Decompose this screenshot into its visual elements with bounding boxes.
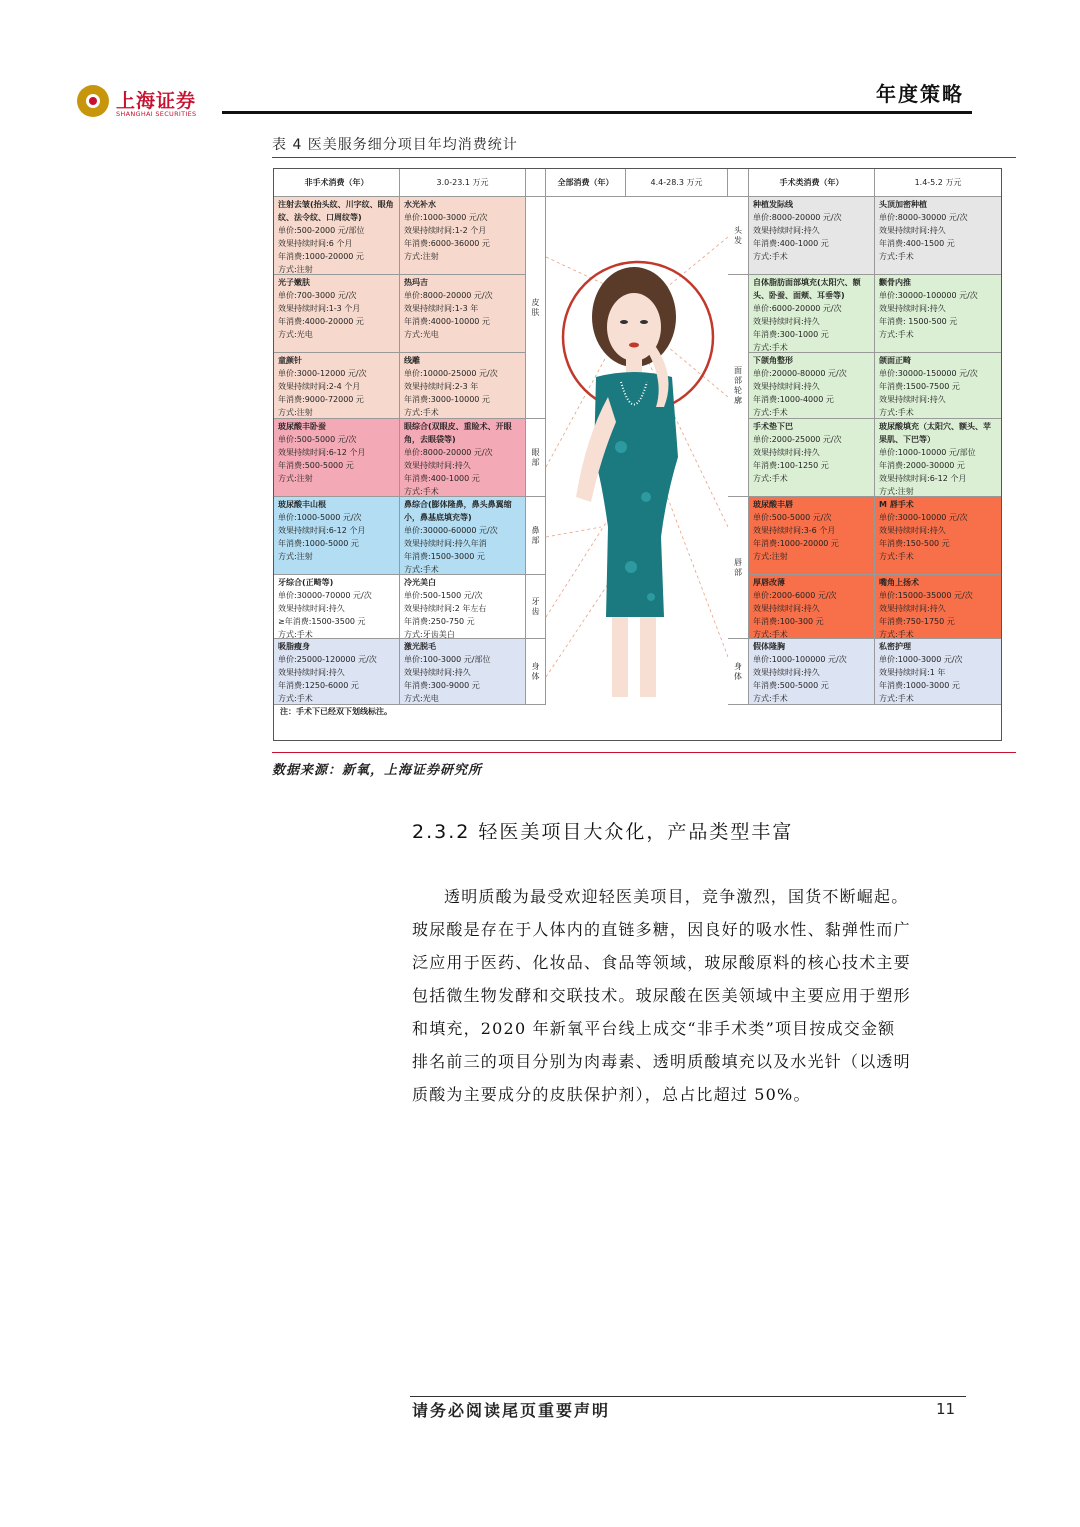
right-cell <box>749 275 875 353</box>
left-cell <box>274 497 400 575</box>
cell-title: 线雕 <box>404 356 420 365</box>
footer-disclaimer: 请务必阅读尾页重要声明 <box>412 1401 611 1420</box>
cell-line: 方式:手术 <box>879 694 914 703</box>
cell-line: 方式:手术 <box>753 408 788 417</box>
paragraph-line: 排名前三的项目分别为肉毒素、透明质酸填充以及水光针（以透明 <box>412 1052 911 1071</box>
cell-line: 效果持续时间:持久 <box>753 382 820 391</box>
right-cell <box>875 275 1001 353</box>
cell-line: 年消费:4000-20000 元 <box>278 317 364 326</box>
cell-line: 单价:8000-20000 元/次 <box>404 291 493 300</box>
paragraph-line: 包括微生物发酵和交联技术。玻尿酸在医美领域中主要应用于塑形 <box>412 986 911 1005</box>
category-body-left: 身体 <box>526 639 546 705</box>
cell-line: 方式:光电 <box>278 330 313 339</box>
right-cell <box>749 419 875 497</box>
cell-line: 单价:8000-20000 元/次 <box>753 213 842 222</box>
cell-line: 单价:1000-3000 元/次 <box>404 213 488 222</box>
cell-line: 方式:光电 <box>404 330 439 339</box>
cell-line: 单价:3000-10000 元/次 <box>879 513 968 522</box>
cell-line: 方式:注射 <box>753 552 788 561</box>
cell-line: 效果持续时间:持久 <box>404 668 471 677</box>
non-surgical-header: 非手术消费（年） <box>274 169 400 197</box>
cell-line: 方式:注射 <box>404 252 439 261</box>
cell-title: 私密护理 <box>879 642 911 651</box>
cell-line: 年消费:1000-3000 元 <box>879 681 960 690</box>
caption-divider <box>272 157 1016 158</box>
cell-line: 单价:15000-35000 元/次 <box>879 591 973 600</box>
cell-line: 效果持续时间:2-3 年 <box>404 382 479 391</box>
logo-text-cn: 上海证券 <box>116 90 197 112</box>
left-cell <box>400 575 526 639</box>
category-face: 面部轮廓 <box>728 275 749 497</box>
logo-mark-icon <box>76 84 110 118</box>
cell-line: 效果持续时间:持久 <box>278 668 345 677</box>
cell-line: 效果持续时间:持久 <box>753 668 820 677</box>
cell-line: 年消费:4000-10000 元 <box>404 317 490 326</box>
cell-line: 效果持续时间:2 年左右 <box>404 604 487 613</box>
cell-line: 方式:手术 <box>404 565 439 574</box>
cell-line: 效果持续时间:1-2 个月 <box>404 226 487 235</box>
cell-line: 年消费:1000-4000 元 <box>753 395 834 404</box>
cell-line: 效果持续时间:持久 <box>753 317 820 326</box>
data-source: 数据来源：新氧，上海证券研究所 <box>272 763 483 778</box>
cell-line: 年消费:100-300 元 <box>753 617 824 626</box>
left-cell <box>274 197 400 275</box>
table-caption: 表 4 医美服务细分项目年均消费统计 <box>272 137 518 153</box>
cell-line: 单价:1000-5000 元/次 <box>278 513 362 522</box>
cell-line: 单价:2000-25000 元/次 <box>753 435 842 444</box>
cell-line: 年消费:6000-36000 元 <box>404 239 490 248</box>
cell-line: 效果持续时间:持久 <box>879 604 946 613</box>
category-lip: 唇部 <box>728 497 749 639</box>
cell-title: 吸脂瘦身 <box>278 642 310 651</box>
cell-line: 方式:手术 <box>879 330 914 339</box>
cell-line: 单价:700-3000 元/次 <box>278 291 357 300</box>
company-logo <box>76 84 206 124</box>
cell-line: 年消费:750-1750 元 <box>879 617 955 626</box>
cell-line: 年消费:500-5000 元 <box>753 681 829 690</box>
left-cell <box>400 197 526 275</box>
cell-line: 方式:手术 <box>879 408 914 417</box>
cell-line: 效果持续时间:3-6 个月 <box>753 526 836 535</box>
cell-line: 年消费:9000-72000 元 <box>278 395 364 404</box>
cell-title: 玻尿酸填充（太阳穴、额头、苹果肌、下巴等） <box>879 422 991 444</box>
cell-line: 年消费:300-1000 元 <box>753 330 829 339</box>
cell-line: 方式:手术 <box>753 252 788 261</box>
cell-line: 效果持续时间:持久年消 <box>404 539 487 548</box>
cell-title: 光子嫩肤 <box>278 278 310 287</box>
cell-line: 效果持续时间:持久 <box>879 395 946 404</box>
cell-line: 效果持续时间:持久 <box>753 226 820 235</box>
cell-line: 单价:100-3000 元/部位 <box>404 655 491 664</box>
right-cell <box>749 353 875 419</box>
cell-line: 年消费:1500-3000 元 <box>404 552 485 561</box>
cell-line: 效果持续时间:6-12 个月 <box>278 448 366 457</box>
cell-line: 单价:500-2000 元/部位 <box>278 226 365 235</box>
cell-line: 方式:手术 <box>753 694 788 703</box>
right-cell <box>749 497 875 575</box>
cell-line: 效果持续时间:持久 <box>753 604 820 613</box>
cell-line: 效果持续时间:6 个月 <box>278 239 353 248</box>
category-teeth: 牙齿 <box>526 575 546 639</box>
category-eye: 眼部 <box>526 419 546 497</box>
cell-line: 单价:1000-3000 元/次 <box>879 655 963 664</box>
cell-line: 年消费:3000-10000 元 <box>404 395 490 404</box>
cell-title: 厚唇改薄 <box>753 578 785 587</box>
all-consumption-range: 4.4-28.3 万元 <box>626 169 728 197</box>
cell-line: 效果持续时间:1-3 个月 <box>278 304 361 313</box>
non-surgical-range: 3.0-23.1 万元 <box>400 169 526 197</box>
cell-line: 年消费:400-1000 元 <box>404 474 480 483</box>
cell-line: 年消费:400-1500 元 <box>879 239 955 248</box>
cell-line: 年消费:1250-6000 元 <box>278 681 359 690</box>
left-cell <box>400 497 526 575</box>
all-consumption-header: 全部消费（年） <box>546 169 626 197</box>
cell-line: 方式:注射 <box>278 265 313 274</box>
cell-line: 单价:8000-20000 元/次 <box>404 448 493 457</box>
cell-line: 方式:光电 <box>404 694 439 703</box>
cell-line: 效果持续时间:持久 <box>879 526 946 535</box>
left-cell <box>400 639 526 705</box>
cell-line: 年消费:1000-20000 元 <box>278 252 364 261</box>
header-spacer-left <box>526 169 546 197</box>
left-cell <box>400 419 526 497</box>
cell-title: 冷光美白 <box>404 578 436 587</box>
right-cell <box>875 353 1001 419</box>
cell-title: 颧骨内推 <box>879 278 911 287</box>
cell-line: 单价:8000-30000 元/次 <box>879 213 968 222</box>
category-skin: 皮肤 <box>526 197 546 419</box>
cell-line: 单价:6000-20000 元/次 <box>753 304 842 313</box>
cell-line: 年消费:250-750 元 <box>404 617 475 626</box>
left-cell <box>274 575 400 639</box>
cell-line: 年消费:1000-5000 元 <box>278 539 359 548</box>
cell-line: 效果持续时间:持久 <box>879 304 946 313</box>
cell-title: 手术垫下巴 <box>753 422 793 431</box>
category-hair: 头发 <box>728 197 749 275</box>
cell-line: 单价:25000-120000 元/次 <box>278 655 377 664</box>
footer-divider <box>410 1396 966 1397</box>
cell-line: 效果持续时间:持久 <box>879 226 946 235</box>
cell-line: 单价:30000-60000 元/次 <box>404 526 498 535</box>
cell-title: 鼻综合(膨体隆鼻，鼻头鼻翼缩小，鼻基底填充等) <box>404 500 512 522</box>
cell-title: 水光补水 <box>404 200 436 209</box>
right-cell <box>749 639 875 705</box>
cell-line: 单价:3000-12000 元/次 <box>278 369 367 378</box>
cell-line: 单价:10000-25000 元/次 <box>404 369 498 378</box>
cell-line: 单价:20000-80000 元/次 <box>753 369 847 378</box>
cell-line: 效果持续时间:持久 <box>404 461 471 470</box>
cell-line: 年消费:400-1000 元 <box>753 239 829 248</box>
logo-text-en: SHANGHAI SECURITIES <box>116 110 197 118</box>
surgical-header: 手术类消费（年） <box>749 169 875 197</box>
cell-line: 方式:手术 <box>879 630 914 639</box>
left-cell <box>274 353 400 419</box>
category-body-right: 身体 <box>728 639 749 705</box>
category-nose: 鼻部 <box>526 497 546 575</box>
left-cell <box>400 353 526 419</box>
cell-line: 单价:1000-100000 元/次 <box>753 655 847 664</box>
cell-title: 热玛吉 <box>404 278 428 287</box>
cell-line: 单价:30000-150000 元/次 <box>879 369 978 378</box>
cell-title: 童颜针 <box>278 356 302 365</box>
cell-line: 效果持续时间:1 年 <box>879 668 946 677</box>
paragraph-line: 和填充，2020 年新氧平台线上成交“非手术类”项目按成交金额 <box>412 1019 896 1038</box>
header-divider <box>222 111 972 114</box>
cell-line: ≥年消费:1500-3500 元 <box>278 617 366 626</box>
cell-title: 激光脱毛 <box>404 642 436 651</box>
cell-line: 年消费:1000-20000 元 <box>753 539 839 548</box>
cell-line: 年消费: 1500-500 元 <box>879 317 958 326</box>
cell-line: 方式:手术 <box>278 630 313 639</box>
cell-title: 玻尿酸丰卧蚕 <box>278 422 326 431</box>
right-cell <box>875 497 1001 575</box>
cell-line: 单价:30000-100000 元/次 <box>879 291 978 300</box>
cell-line: 效果持续时间:持久 <box>753 448 820 457</box>
surgical-range: 1.4-5.2 万元 <box>875 169 1001 197</box>
cell-line: 单价:2000-6000 元/次 <box>753 591 837 600</box>
cell-line: 年消费:500-5000 元 <box>278 461 354 470</box>
illustration-woman-qipao <box>546 197 728 705</box>
cell-line: 效果持续时间:2-4 个月 <box>278 382 361 391</box>
cell-line: 单价:1000-10000 元/部位 <box>879 448 976 457</box>
source-divider <box>272 752 1016 753</box>
cell-line: 单价:500-1500 元/次 <box>404 591 483 600</box>
cell-title: 下颌角整形 <box>753 356 793 365</box>
cell-line: 单价:500-5000 元/次 <box>278 435 357 444</box>
left-cell <box>400 275 526 353</box>
paragraph-line: 质酸为主要成分的皮肤保护剂），总占比超过 50%。 <box>412 1085 811 1104</box>
cell-title: 种植发际线 <box>753 200 793 209</box>
cell-title: 自体脂肪面部填充(太阳穴、额头、卧蚕、面颊、耳垂等) <box>753 278 861 300</box>
cell-line: 方式:注射 <box>879 487 914 496</box>
cell-line: 方式:手术 <box>879 552 914 561</box>
cell-title: M 唇手术 <box>879 500 914 509</box>
cell-line: 年消费:1500-7500 元 <box>879 382 960 391</box>
cell-title: 嘴角上扬术 <box>879 578 919 587</box>
section-title: 2.3.2 轻医美项目大众化，产品类型丰富 <box>412 821 794 843</box>
cell-line: 年消费:300-9000 元 <box>404 681 480 690</box>
cell-title: 玻尿酸丰唇 <box>753 500 793 509</box>
left-cell <box>274 275 400 353</box>
table-note: 注：手术下已经双下划线标注。 <box>280 707 392 716</box>
left-cell <box>274 639 400 705</box>
right-cell <box>875 575 1001 639</box>
cell-line: 单价:30000-70000 元/次 <box>278 591 372 600</box>
cell-line: 方式:手术 <box>879 252 914 261</box>
cell-title: 玻尿酸丰山根 <box>278 500 326 509</box>
cell-line: 方式:手术 <box>278 694 313 703</box>
cell-title: 假体隆胸 <box>753 642 785 651</box>
right-cell <box>875 639 1001 705</box>
cell-line: 效果持续时间:6-12 个月 <box>879 474 967 483</box>
page-number: 11 <box>936 1400 956 1418</box>
cell-line: 年消费:2000-30000 元 <box>879 461 965 470</box>
right-cell <box>875 197 1001 275</box>
cell-title: 颌面正畸 <box>879 356 911 365</box>
cell-title: 牙综合(正畸等) <box>278 578 334 587</box>
cell-line: 方式:注射 <box>278 408 313 417</box>
cell-line: 单价:500-5000 元/次 <box>753 513 832 522</box>
document-type: 年度策略 <box>876 82 964 106</box>
right-cell <box>749 197 875 275</box>
header-spacer-right <box>728 169 749 197</box>
cell-line: 方式:手术 <box>753 343 788 352</box>
paragraph-line: 透明质酸为最受欢迎轻医美项目，竞争激烈，国货不断崛起。 <box>444 887 909 906</box>
paragraph-line: 泛应用于医药、化妆品、食品等领域，玻尿酸原料的核心技术主要 <box>412 953 911 972</box>
cell-line: 方式:手术 <box>404 408 439 417</box>
cell-line: 方式:手术 <box>753 474 788 483</box>
cell-title: 眼综合(双眼皮、重睑术、开眼角，去眼袋等) <box>404 422 512 444</box>
cell-line: 年消费:150-500 元 <box>879 539 950 548</box>
right-cell <box>749 575 875 639</box>
cell-line: 年消费:100-1250 元 <box>753 461 829 470</box>
paragraph-line: 玻尿酸是存在于人体内的直链多糖，因良好的吸水性、黏弹性而广 <box>412 920 911 939</box>
right-cell <box>875 419 1001 497</box>
cell-title: 头顶加密种植 <box>879 200 927 209</box>
body-paragraph <box>412 880 968 1111</box>
cell-line: 效果持续时间:1-3 年 <box>404 304 479 313</box>
cell-line: 效果持续时间:6-12 个月 <box>278 526 366 535</box>
cell-line: 方式:注射 <box>278 552 313 561</box>
cell-line: 方式:注射 <box>278 474 313 483</box>
cell-line: 方式:手术 <box>404 487 439 496</box>
cell-line: 效果持续时间:持久 <box>278 604 345 613</box>
cell-title: 注射去皱(抬头纹、川字纹、眼角纹、法令纹、口周纹等) <box>278 200 394 222</box>
cell-line: 方式:牙齿美白 <box>404 630 455 639</box>
left-cell <box>274 419 400 497</box>
cell-line: 方式:手术 <box>753 630 788 639</box>
consumption-figure <box>273 168 1002 741</box>
